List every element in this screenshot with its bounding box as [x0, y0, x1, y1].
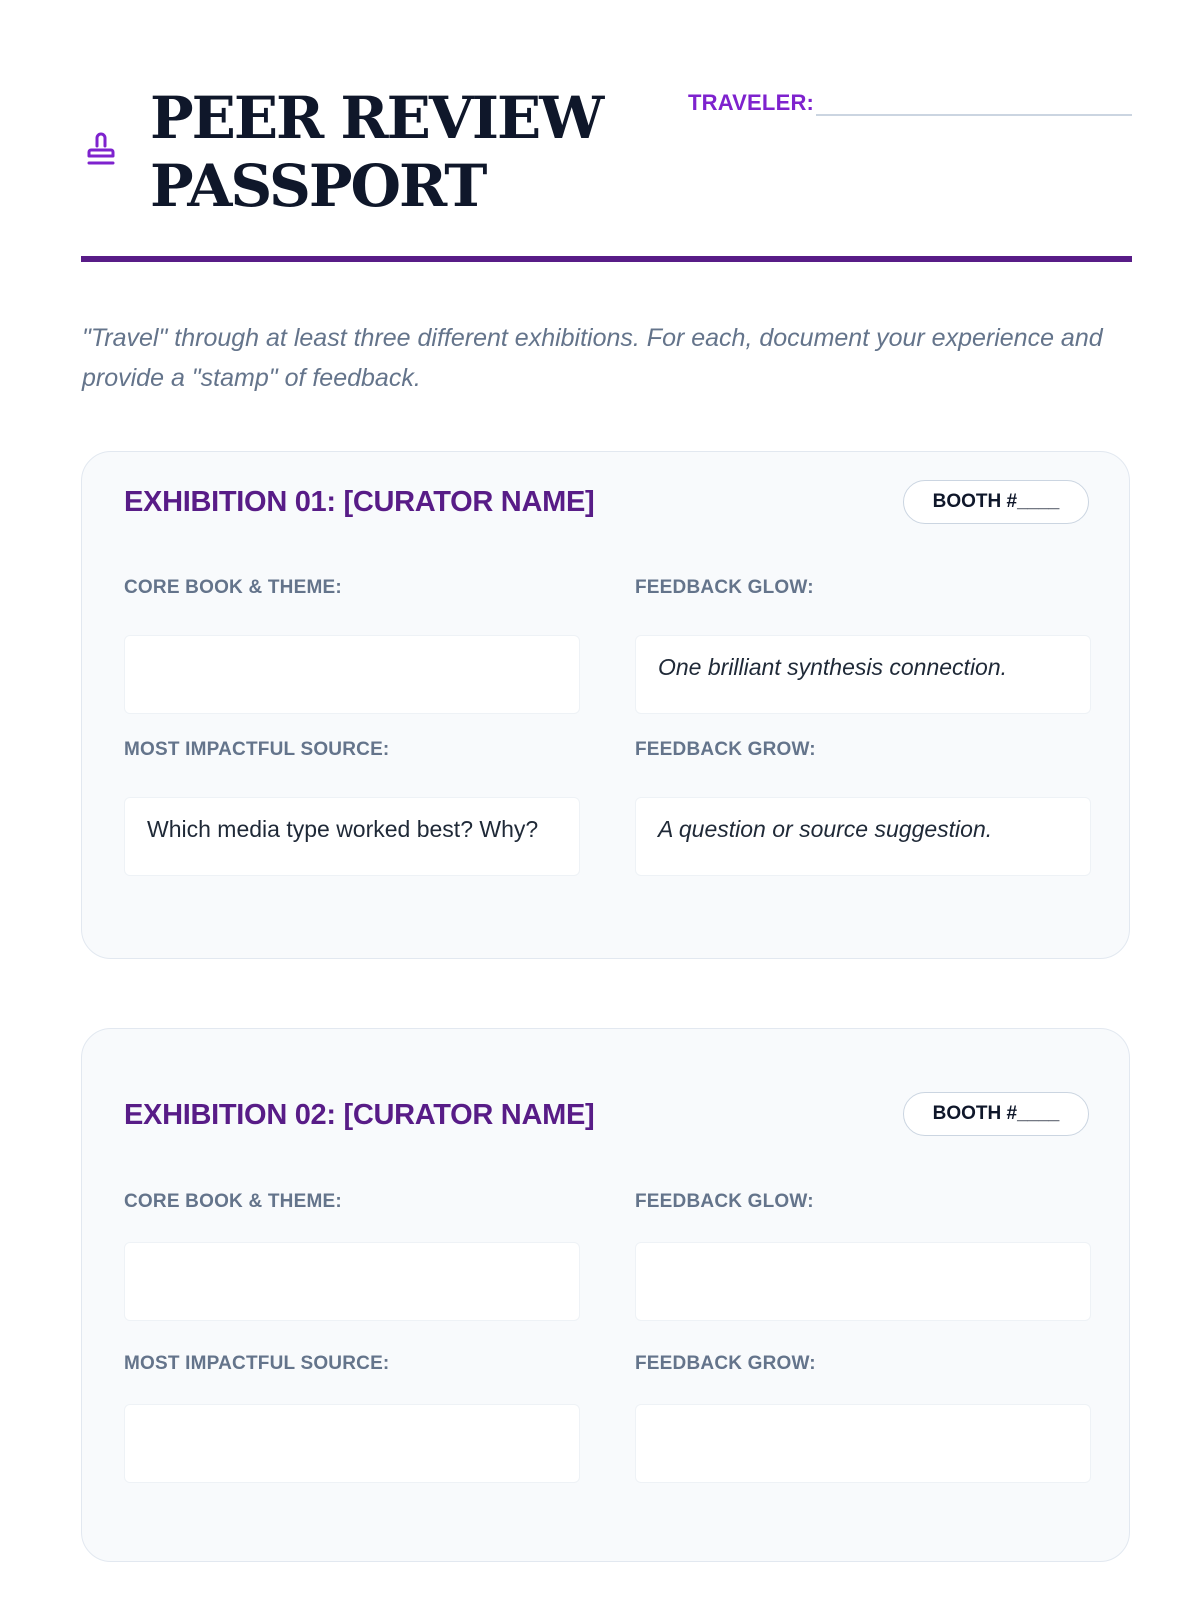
traveler-input[interactable]	[816, 84, 1132, 116]
core-book-label: CORE BOOK & THEME:	[124, 1191, 342, 1212]
title-line-2: PASSPORT	[150, 152, 486, 220]
core-book-field[interactable]	[124, 1242, 580, 1321]
feedback-glow-label: FEEDBACK GLOW:	[635, 577, 814, 598]
header-divider	[81, 256, 1132, 262]
core-book-field[interactable]	[124, 635, 580, 714]
feedback-grow-field[interactable]: A question or source suggestion.	[635, 797, 1091, 876]
exhibition-card-2	[81, 1028, 1130, 1562]
title-line-1: PEER REVIEW	[150, 84, 603, 152]
traveler-field	[688, 82, 1132, 116]
feedback-glow-label: FEEDBACK GLOW:	[635, 1191, 814, 1212]
impactful-source-label: MOST IMPACTFUL SOURCE:	[124, 1353, 390, 1374]
exhibition-card-1	[81, 451, 1130, 959]
feedback-grow-label: FEEDBACK GROW:	[635, 739, 816, 760]
booth-badge[interactable]: BOOTH #____	[903, 1092, 1089, 1136]
traveler-label: TRAVELER:	[688, 90, 815, 115]
booth-badge[interactable]: BOOTH #____	[903, 480, 1089, 524]
feedback-grow-field[interactable]	[635, 1404, 1091, 1483]
impactful-source-label: MOST IMPACTFUL SOURCE:	[124, 739, 390, 760]
impactful-source-field[interactable]	[124, 1404, 580, 1483]
stamp-icon	[85, 128, 117, 168]
feedback-grow-label: FEEDBACK GROW:	[635, 1353, 816, 1374]
page-title	[150, 84, 630, 220]
header	[81, 80, 1132, 260]
feedback-glow-field[interactable]	[635, 1242, 1091, 1321]
feedback-glow-field[interactable]: One brilliant synthesis connection.	[635, 635, 1091, 714]
core-book-label: CORE BOOK & THEME:	[124, 577, 342, 598]
exhibition-title: EXHIBITION 01: [CURATOR NAME]	[124, 486, 595, 518]
impactful-source-field[interactable]: Which media type worked best? Why?	[124, 797, 580, 876]
exhibition-title: EXHIBITION 02: [CURATOR NAME]	[124, 1099, 595, 1131]
intro-text: "Travel" through at least three different exhibitions. For each, document your experience and provide a "stamp" of feedback.	[82, 324, 1103, 392]
